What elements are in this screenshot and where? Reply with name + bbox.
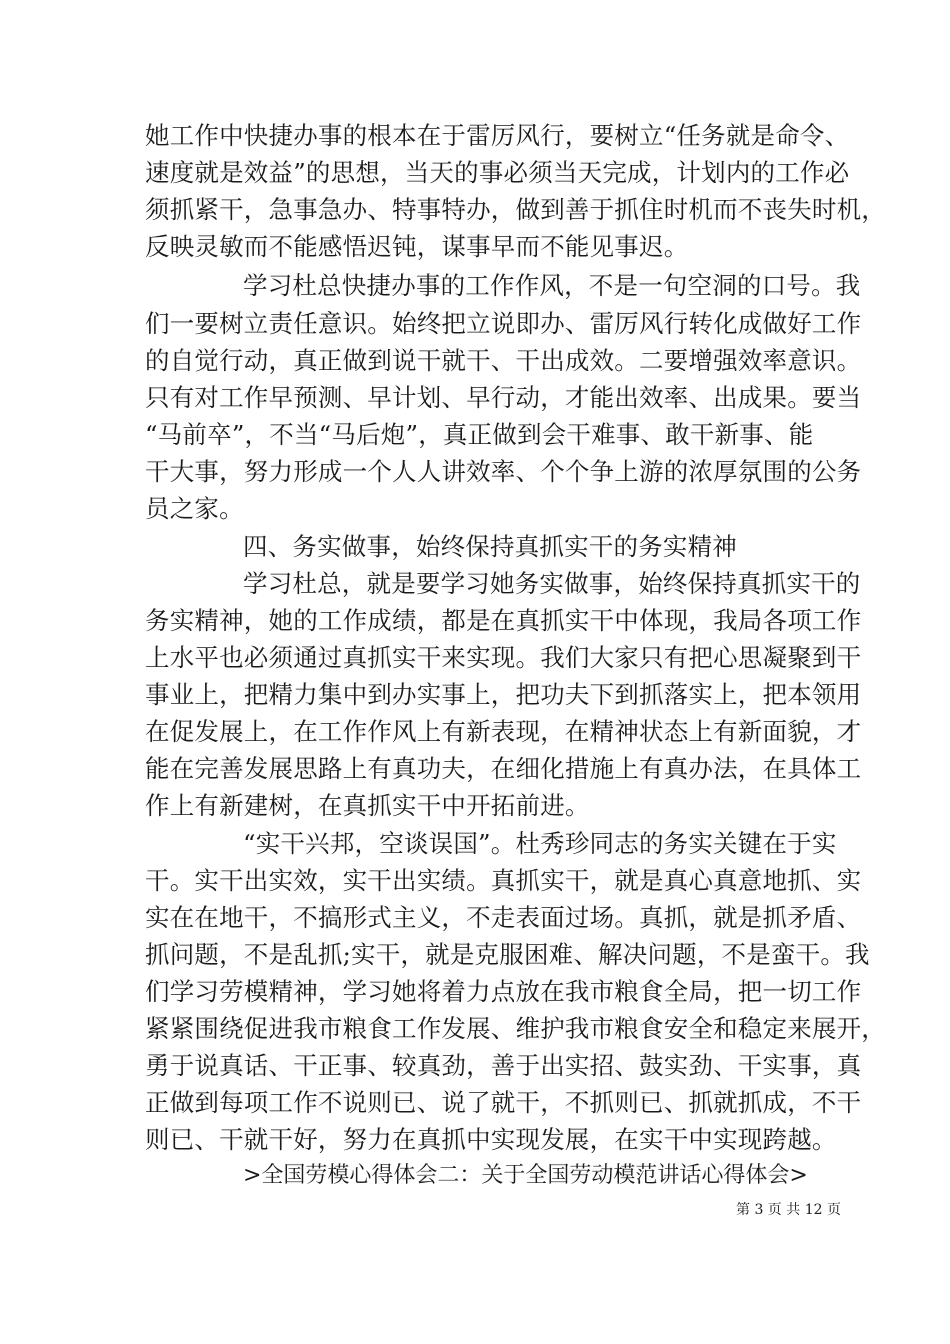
- paragraph-line: 只有对工作早预测、早计划、早行动，才能出效率、出成果。要当: [145, 383, 862, 412]
- paragraph-line: 须抓紧干，急事急办、特事特办，做到善于抓住时机而不丧失时机，: [145, 195, 886, 224]
- paragraph-line: 抓问题，不是乱抓;实干，就是克服困难、解决问题，不是蛮干。我: [145, 940, 870, 969]
- paragraph-line: 学习杜总，就是要学习她务实做事，始终保持真抓实干的: [243, 569, 861, 598]
- paragraph-line: 干大事，努力形成一个人人讲效率、个个争上游的浓厚氛围的公务: [145, 457, 862, 486]
- paragraph-line: 员之家。: [145, 494, 244, 523]
- paragraph-line: 干。实干出实效，实干出实绩。真抓实干，就是真心真意地抓、实: [145, 866, 862, 895]
- paragraph-line: 上水平也必须通过真抓实干来实现。我们大家只有把心思凝聚到干: [145, 643, 862, 672]
- paragraph-line: 则已、干就干好，努力在真抓中实现发展，在实干中实现跨越。: [145, 1125, 837, 1154]
- paragraph-line: 紧紧围绕促进我市粮食工作发展、维护我市粮食安全和稳定来展开，: [145, 1014, 886, 1043]
- paragraph-line: 能在完善发展思路上有真功夫，在细化措施上有真办法，在具体工: [145, 754, 862, 783]
- related-article-link[interactable]: >全国劳模心得体会二：关于全国劳动模范讲话心得体会>: [243, 1163, 808, 1188]
- paragraph-line: 在促发展上，在工作作风上有新表现，在精神状态上有新面貌，才: [145, 717, 862, 746]
- paragraph-line: 正做到每项工作不说则已、说了就干，不抓则已、抓就抓成，不干: [145, 1088, 862, 1117]
- paragraph-line: 学习杜总快捷办事的工作作风，不是一句空洞的口号。我: [243, 271, 861, 300]
- paragraph-line: 作上有新建树，在真抓实干中开拓前进。: [145, 791, 590, 820]
- paragraph-line: 反映灵敏而不能感悟迟钝，谋事早而不能见事迟。: [145, 232, 689, 261]
- paragraph-line: 速度就是效益”的思想，当天的事必须当天完成，计划内的工作必: [145, 158, 850, 187]
- paragraph-line: 们学习劳模精神，学习她将着力点放在我市粮食全局，把一切工作: [145, 977, 862, 1006]
- paragraph-line: 她工作中快捷办事的根本在于雷厉风行，要树立“任务就是命令、: [145, 121, 850, 150]
- paragraph-line: 勇于说真话、干正事、较真劲，善于出实招、鼓实劲、干实事，真: [145, 1051, 862, 1080]
- paragraph-line: 的自觉行动，真正做到说干就干、干出成效。二要增强效率意识。: [145, 346, 862, 375]
- paragraph-line: 事业上，把精力集中到办实事上，把功夫下到抓落实上，把本领用: [145, 680, 862, 709]
- section-heading: 四、务实做事，始终保持真抓实干的务实精神: [243, 532, 737, 561]
- paragraph-line: 务实精神，她的工作成绩，都是在真抓实干中体现，我局各项工作: [145, 606, 862, 635]
- paragraph-line: 们一要树立责任意识。始终把立说即办、雷厉风行转化成做好工作: [145, 309, 862, 338]
- paragraph-line: “马前卒”，不当“马后炮”，真正做到会干难事、敢干新事、能: [145, 420, 814, 449]
- paragraph-line: 实在在地干，不搞形式主义，不走表面过场。真抓，就是抓矛盾、: [145, 903, 862, 932]
- paragraph-line: “实干兴邦，空谈误国”。杜秀珍同志的务实关键在于实: [243, 829, 837, 858]
- page-number: 第 3 页 共 12 页: [736, 1202, 841, 1218]
